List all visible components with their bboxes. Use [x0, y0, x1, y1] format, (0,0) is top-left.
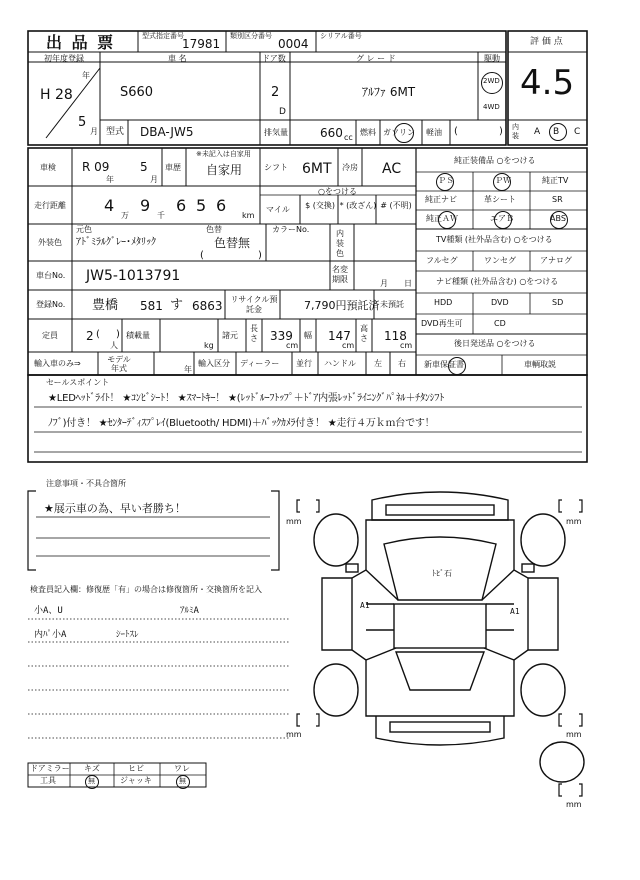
car-name-label: 車 名: [168, 54, 187, 63]
equip-navi: 純正ナビ: [425, 195, 457, 204]
grade-value: ｱﾙﾌｧ 6MT: [362, 85, 416, 99]
load-unit: kg: [204, 341, 214, 350]
equip-abs-circle: [550, 211, 568, 229]
tv-full: フルセグ: [426, 256, 458, 265]
height-cm: cm: [400, 341, 413, 350]
reg-number: 6863: [192, 299, 223, 313]
tire-rl-mm: mm: [286, 730, 302, 739]
drive-label: 駆動: [484, 54, 500, 63]
legend-tools: 工具: [40, 776, 56, 785]
color-no-label: カラーNo.: [272, 225, 310, 234]
mileage-digit-1: 4: [104, 196, 115, 215]
handle-label: ハンドル: [324, 359, 356, 368]
width-label: 幅: [304, 331, 312, 340]
later-shipment-label: 後日発送品 ○をつける: [454, 339, 536, 348]
equip-pw-circle: [493, 173, 511, 191]
history-value: 自家用: [206, 163, 243, 177]
mileage-digit-3: 6: [176, 196, 187, 215]
model-spec-value: 17981: [182, 37, 221, 51]
later-warranty-circle: [448, 357, 466, 375]
name-change-day: 日: [404, 279, 412, 288]
right-side-note: A1: [510, 607, 520, 616]
color-code-paren: (: [200, 250, 204, 261]
drive-2wd: 2WD: [483, 77, 500, 85]
mileage-digit-2: 9: [140, 196, 151, 215]
width-value: 147: [328, 329, 351, 343]
name-change-label: 名変期限: [332, 265, 348, 284]
notes-line-1: ★展示車の為、早い者勝ち！: [44, 502, 186, 515]
capacity-paren: (: [96, 329, 100, 340]
equip-aw-circle: [438, 211, 456, 229]
serial-label: シリアル番号: [320, 32, 362, 40]
equip-aw: 純正ＡＷ: [426, 214, 458, 223]
legend-jack-none: 無: [179, 777, 186, 785]
tv-analog: アナログ: [540, 256, 572, 265]
displacement-label: 排気量: [264, 128, 288, 137]
legend-crack: ヒビ: [128, 764, 144, 773]
vin-label: 車台No.: [36, 271, 66, 280]
model-year-label: モデル年式: [107, 355, 131, 373]
reg-class: 581: [140, 299, 163, 313]
interior-a: A: [534, 127, 541, 137]
length-cm: cm: [286, 341, 299, 350]
shift-label: シフト: [264, 163, 288, 172]
tire-fl-mm: mm: [286, 517, 302, 526]
fuel-other-bracket-close: ): [499, 126, 503, 137]
shaken-month-unit: 月: [150, 175, 158, 184]
left-side-note: A1: [360, 601, 370, 610]
shift-value: 6MT: [302, 161, 332, 177]
recycle-label: リサイクル預託金: [230, 295, 278, 314]
tv-type-label: TV種類 (社外品含む) ○をつける: [436, 235, 553, 244]
rating-score: 4.5: [520, 63, 575, 103]
dvd-playback-label: DVD再生可: [421, 319, 463, 328]
spare-tire-mm: mm: [566, 800, 582, 809]
legend-mirror: ドアミラー: [30, 764, 70, 773]
color-code-value: 色替無: [214, 236, 251, 250]
sheet-title: 出 品 票: [46, 33, 116, 52]
import-type-label: 輸入区分: [198, 359, 230, 368]
color-code-paren-close: ): [258, 250, 262, 261]
recycle-amount: 7,790円預託済: [304, 299, 380, 312]
grade-label: グ レ ー ド: [356, 54, 396, 63]
legend-break: ワレ: [174, 764, 190, 773]
displacement-unit: cc: [344, 133, 353, 142]
legend-tools-none-circle: [85, 775, 99, 789]
fuel-diesel: 軽油: [426, 128, 442, 137]
color-code-label: 色替: [206, 225, 222, 234]
displacement-value: 660: [320, 126, 343, 140]
recycle-unpaid: 未預託: [380, 300, 404, 309]
reg-label: 登録No.: [36, 300, 66, 309]
left-hand-label: 左: [374, 359, 382, 368]
load-label: 積載量: [126, 331, 150, 340]
reg-area: 豊橋: [92, 298, 119, 313]
mileage-unknown: # (不明): [380, 201, 412, 210]
legend-tools-none: 無: [88, 777, 95, 785]
equip-tv: 純正TV: [542, 176, 569, 185]
legend-jack-none-circle: [176, 775, 190, 789]
height-value: 118: [384, 329, 407, 343]
capacity-value: 2: [86, 329, 94, 343]
interior-b: B: [553, 127, 560, 137]
mileage-sen: 千: [157, 211, 165, 220]
category-label: 類別区分番号: [230, 32, 272, 40]
import-label: 輸入車のみ⇒: [34, 359, 81, 368]
inspector-row1-left: 小A、U: [34, 606, 63, 616]
interior-c: C: [574, 127, 581, 137]
equip-pw: ＰＷ: [495, 176, 511, 185]
navi-sd: SD: [552, 298, 564, 307]
original-color: ｱﾄﾞﾐﾗﾙｸﾞﾚｰ･ﾒﾀﾘｯｸ: [76, 237, 156, 248]
first-reg-year-unit: 年: [82, 71, 90, 80]
inspector-row2-right: ｼｰﾄｽﾚ: [116, 630, 139, 640]
equip-ps-circle: [436, 173, 454, 191]
mileage-label: 走行距離: [34, 201, 66, 210]
tv-one: ワンセグ: [484, 256, 516, 265]
equip-sr: SR: [552, 195, 563, 204]
fuel-gasoline: ガソリン: [383, 128, 415, 137]
navi-dvd: DVD: [491, 298, 509, 307]
equip-leather: 革シート: [484, 195, 516, 204]
sales-points-label: セールスポイント: [46, 378, 110, 387]
dealer-label: ディーラー: [240, 359, 280, 368]
legend-scratch: キズ: [84, 764, 100, 773]
sales-line-2: ﾉﾌﾞ)付き！ ★ｾﾝﾀｰﾃﾞｨｽﾌﾟﾚｲ(Bluetooth/ HDMI)＋ﾊﾞｯｸｶﾒﾗ付き！ ★走行４万ｋｍ台です！: [48, 418, 435, 429]
reg-kana: す: [170, 298, 184, 313]
door-type: D: [279, 107, 286, 117]
car-name: S660: [120, 85, 154, 100]
original-color-label: 元色: [76, 225, 92, 234]
mileage-exchange: $ (交換): [305, 201, 335, 210]
interior-label: 内装: [512, 123, 519, 140]
equip-airbag: エアＢ: [490, 214, 514, 223]
doors-value: 2: [271, 85, 280, 100]
sales-line-1: ★LEDﾍｯﾄﾞﾗｲﾄ！ ★ｺﾝﾋﾞｼｰﾄ！ ★ｽﾏｰﾄｷｰ！ ★(ﾚｯﾄﾞﾙｰﾌﾄｯﾌﾟ＋ﾄﾞｱ内張ﾚｯﾄﾞﾗｲﾆﾝｸﾞﾊﾟﾈﾙ＋ﾁﾀﾝｼﾌﾄ: [48, 393, 445, 404]
rating-label: 評 価 点: [530, 37, 563, 47]
interior-color-label: 内装色: [336, 229, 344, 258]
capacity-unit: 人: [110, 341, 118, 350]
first-reg-label: 初年度登録: [44, 54, 84, 63]
model-spec-label: 型式指定番号: [142, 32, 184, 40]
capacity-paren-close: ): [116, 329, 120, 340]
mileage-man: 万: [121, 211, 129, 220]
genuine-equipment-label: 純正装備品 ○をつける: [454, 156, 536, 165]
height-label: 高さ: [360, 324, 368, 343]
dim-label: 諸元: [222, 331, 238, 340]
model-value: DBA-JW5: [140, 125, 194, 139]
equip-ps: ＰＳ: [438, 176, 454, 185]
first-reg-era: H 28: [40, 87, 73, 103]
first-reg-month: 5: [78, 115, 87, 130]
mileage-digit-5: 6: [216, 196, 227, 215]
length-label: 長さ: [250, 324, 258, 343]
inspector-row1-right: ｱﾙﾐA: [180, 606, 199, 616]
shaken-year-unit: 年: [106, 175, 114, 184]
mileage-altered: * (改ざん): [339, 201, 377, 210]
aircon-value: AC: [382, 161, 402, 177]
first-reg-month-unit: 月: [90, 127, 98, 136]
navi-hdd: HDD: [434, 298, 453, 307]
mileage-km: km: [242, 211, 255, 220]
windshield-note: ﾄﾋﾞ石: [432, 569, 452, 578]
later-manual: 車輌取説: [524, 360, 556, 369]
model-label: 型式: [106, 127, 125, 137]
cd-label: CD: [494, 319, 506, 328]
width-cm: cm: [342, 341, 355, 350]
length-value: 339: [270, 329, 293, 343]
history-note: ※未記入は自家用: [196, 150, 251, 158]
exterior-color-label: 外装色: [38, 238, 62, 247]
doors-label: ドア数: [262, 54, 286, 63]
capacity-label: 定員: [42, 331, 58, 340]
mileage-miles: マイル: [266, 205, 290, 214]
legend-jack: ジャッキ: [120, 776, 152, 785]
aircon-label: 冷房: [342, 163, 358, 172]
vin-value: JW5-1013791: [86, 268, 181, 284]
inspector-label: 検査員記入欄：修復歴「有」の場合は修復箇所・交換箇所を記入: [30, 585, 262, 594]
category-value: 0004: [278, 37, 309, 51]
mileage-digit-4: 5: [196, 196, 207, 215]
mileage-circle-note: ○をつける: [318, 187, 357, 196]
fuel-gasoline-circle: [394, 123, 414, 143]
shaken-month: 5: [140, 160, 148, 174]
tire-rr-mm: mm: [566, 730, 582, 739]
drive-4wd: 4WD: [483, 103, 500, 111]
navi-type-label: ナビ種類 (社外品含む) ○をつける: [436, 277, 559, 286]
model-year-unit: 年: [184, 365, 192, 374]
notes-label: 注意事項・不具合箇所: [46, 479, 126, 488]
history-label: 車歴: [165, 163, 181, 172]
fuel-other-bracket: (: [454, 126, 458, 137]
inspector-row2-left: 内ﾊﾟ小A: [34, 630, 67, 640]
right-hand-label: 右: [398, 359, 406, 368]
fuel-label: 燃料: [360, 128, 376, 137]
equip-airbag-circle: [494, 211, 512, 229]
shaken-label: 車検: [40, 163, 56, 172]
shaken-era: R 09: [82, 160, 110, 174]
later-warranty: 新車保証書: [424, 360, 464, 369]
equip-abs: ABS: [550, 214, 566, 223]
tire-fr-mm: mm: [566, 517, 582, 526]
parallel-label: 並行: [296, 359, 312, 368]
name-change-month: 月: [380, 279, 388, 288]
